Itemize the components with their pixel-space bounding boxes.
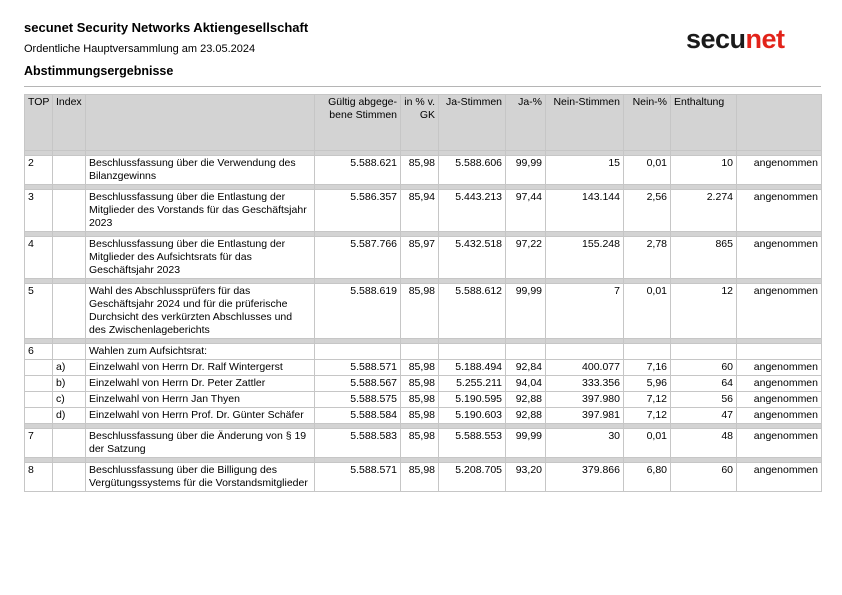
index-cell <box>53 344 86 360</box>
no-votes-cell: 15 <box>546 156 624 185</box>
yes-pct-cell: 93,20 <box>506 463 546 492</box>
col-header-no: Nein-Stimmen <box>546 95 624 151</box>
index-cell: d) <box>53 408 86 424</box>
yes-pct-cell: 99,99 <box>506 284 546 339</box>
no-votes-cell: 397.981 <box>546 408 624 424</box>
top-cell <box>25 408 53 424</box>
topic-cell: Beschlussfassung über die Entlastung der Mitglieder des Aufsichtsrats für das Geschäftsjahr 2023 <box>86 237 315 279</box>
yes-votes-cell: 5.432.518 <box>439 237 506 279</box>
top-cell: 4 <box>25 237 53 279</box>
result-cell <box>737 344 822 360</box>
topic-cell: Wahl des Abschlussprüfers für das Geschäftsjahr 2024 und für die prüferische Durchsicht des verkürzten Abschlusses und des Zwischenlageberichts <box>86 284 315 339</box>
yes-votes-cell: 5.255.211 <box>439 376 506 392</box>
index-cell: b) <box>53 376 86 392</box>
no-pct-cell: 6,80 <box>624 463 671 492</box>
abstention-cell: 865 <box>671 237 737 279</box>
pct-gk-cell: 85,97 <box>401 237 439 279</box>
top-cell: 3 <box>25 190 53 232</box>
top-cell: 2 <box>25 156 53 185</box>
results-table <box>24 94 822 492</box>
yes-votes-cell: 5.188.494 <box>439 360 506 376</box>
abstention-cell: 60 <box>671 463 737 492</box>
topic-cell: Wahlen zum Aufsichtsrat: <box>86 344 315 360</box>
table-row <box>25 344 822 360</box>
table-row <box>25 156 822 185</box>
table-row <box>25 376 822 392</box>
top-cell <box>25 376 53 392</box>
top-cell: 5 <box>25 284 53 339</box>
header-divider <box>24 86 821 87</box>
topic-cell: Beschlussfassung über die Änderung von § 19 der Satzung <box>86 429 315 458</box>
valid-votes-cell: 5.588.583 <box>315 429 401 458</box>
topic-cell: Einzelwahl von Herrn Prof. Dr. Günter Schäfer <box>86 408 315 424</box>
top-cell: 6 <box>25 344 53 360</box>
topic-cell: Beschlussfassung über die Verwendung des Bilanzgewinns <box>86 156 315 185</box>
index-cell <box>53 237 86 279</box>
abstention-cell: 12 <box>671 284 737 339</box>
results-table-body <box>25 151 822 492</box>
pct-gk-cell: 85,98 <box>401 376 439 392</box>
abstention-cell: 48 <box>671 429 737 458</box>
index-cell <box>53 190 86 232</box>
topic-cell: Beschlussfassung über die Entlastung der Mitglieder des Vorstands für das Geschäftsjahr 2023 <box>86 190 315 232</box>
top-cell: 7 <box>25 429 53 458</box>
abstention-cell: 64 <box>671 376 737 392</box>
no-votes-cell: 143.144 <box>546 190 624 232</box>
col-header-yes-pct: Ja-% <box>506 95 546 151</box>
no-pct-cell: 7,16 <box>624 360 671 376</box>
no-pct-cell: 0,01 <box>624 429 671 458</box>
pct-gk-cell: 85,98 <box>401 429 439 458</box>
valid-votes-cell: 5.588.571 <box>315 463 401 492</box>
yes-votes-cell: 5.208.705 <box>439 463 506 492</box>
yes-votes-cell <box>439 344 506 360</box>
col-header-topic <box>86 95 315 151</box>
yes-votes-cell: 5.190.603 <box>439 408 506 424</box>
table-row <box>25 429 822 458</box>
result-cell: angenommen <box>737 463 822 492</box>
pct-gk-cell: 85,98 <box>401 392 439 408</box>
yes-votes-cell: 5.443.213 <box>439 190 506 232</box>
yes-pct-cell: 97,22 <box>506 237 546 279</box>
col-header-abstention: Enthaltung <box>671 95 737 151</box>
yes-pct-cell: 94,04 <box>506 376 546 392</box>
no-votes-cell: 379.866 <box>546 463 624 492</box>
abstention-cell: 60 <box>671 360 737 376</box>
yes-pct-cell: 92,88 <box>506 392 546 408</box>
abstention-cell: 56 <box>671 392 737 408</box>
result-cell: angenommen <box>737 360 822 376</box>
no-votes-cell <box>546 344 624 360</box>
valid-votes-cell: 5.588.571 <box>315 360 401 376</box>
valid-votes-cell: 5.586.357 <box>315 190 401 232</box>
table-row <box>25 190 822 232</box>
col-header-no-pct: Nein-% <box>624 95 671 151</box>
yes-pct-cell: 99,99 <box>506 156 546 185</box>
index-cell: a) <box>53 360 86 376</box>
result-cell: angenommen <box>737 237 822 279</box>
table-row <box>25 237 822 279</box>
table-row <box>25 284 822 339</box>
no-pct-cell: 0,01 <box>624 156 671 185</box>
logo-text-net: net <box>745 24 785 54</box>
no-votes-cell: 397.980 <box>546 392 624 408</box>
valid-votes-cell: 5.587.766 <box>315 237 401 279</box>
pct-gk-cell: 85,98 <box>401 284 439 339</box>
no-pct-cell <box>624 344 671 360</box>
col-header-result <box>737 95 822 151</box>
no-pct-cell: 2,56 <box>624 190 671 232</box>
yes-pct-cell: 97,44 <box>506 190 546 232</box>
table-row <box>25 408 822 424</box>
abstention-cell <box>671 344 737 360</box>
yes-pct-cell <box>506 344 546 360</box>
pct-gk-cell: 85,98 <box>401 360 439 376</box>
no-pct-cell: 0,01 <box>624 284 671 339</box>
index-cell <box>53 156 86 185</box>
result-cell: angenommen <box>737 392 822 408</box>
no-pct-cell: 2,78 <box>624 237 671 279</box>
col-header-valid: Gültig abgege-bene Stimmen <box>315 95 401 151</box>
company-name: secunet Security Networks Aktiengesellschaft <box>24 20 309 35</box>
no-votes-cell: 30 <box>546 429 624 458</box>
abstention-cell: 47 <box>671 408 737 424</box>
result-cell: angenommen <box>737 156 822 185</box>
table-row <box>25 360 822 376</box>
pct-gk-cell <box>401 344 439 360</box>
yes-pct-cell: 99,99 <box>506 429 546 458</box>
yes-pct-cell: 92,84 <box>506 360 546 376</box>
result-cell: angenommen <box>737 429 822 458</box>
no-votes-cell: 333.356 <box>546 376 624 392</box>
topic-cell: Einzelwahl von Herrn Jan Thyen <box>86 392 315 408</box>
result-cell: angenommen <box>737 284 822 339</box>
table-row <box>25 392 822 408</box>
secunet-logo <box>686 26 785 53</box>
valid-votes-cell: 5.588.575 <box>315 392 401 408</box>
yes-votes-cell: 5.588.606 <box>439 156 506 185</box>
top-cell: 8 <box>25 463 53 492</box>
logo-text-secu: secu <box>686 24 746 54</box>
pct-gk-cell: 85,98 <box>401 463 439 492</box>
index-cell <box>53 463 86 492</box>
yes-votes-cell: 5.588.612 <box>439 284 506 339</box>
index-cell <box>53 429 86 458</box>
topic-cell: Einzelwahl von Herrn Dr. Peter Zattler <box>86 376 315 392</box>
top-cell <box>25 392 53 408</box>
document-title: Abstimmungsergebnisse <box>24 64 174 78</box>
pct-gk-cell: 85,98 <box>401 156 439 185</box>
topic-cell: Beschlussfassung über die Billigung des Vergütungssystems für die Vorstandsmitglieder <box>86 463 315 492</box>
no-votes-cell: 400.077 <box>546 360 624 376</box>
abstention-cell: 2.274 <box>671 190 737 232</box>
no-pct-cell: 7,12 <box>624 408 671 424</box>
valid-votes-cell: 5.588.584 <box>315 408 401 424</box>
no-votes-cell: 155.248 <box>546 237 624 279</box>
table-row <box>25 463 822 492</box>
no-votes-cell: 7 <box>546 284 624 339</box>
result-cell: angenommen <box>737 376 822 392</box>
valid-votes-cell: 5.588.621 <box>315 156 401 185</box>
abstention-cell: 10 <box>671 156 737 185</box>
col-header-pct-gk: in % v. GK <box>401 95 439 151</box>
result-cell: angenommen <box>737 190 822 232</box>
index-cell <box>53 284 86 339</box>
valid-votes-cell: 5.588.619 <box>315 284 401 339</box>
no-pct-cell: 5,96 <box>624 376 671 392</box>
col-header-top: TOP <box>25 95 53 151</box>
yes-votes-cell: 5.190.595 <box>439 392 506 408</box>
valid-votes-cell <box>315 344 401 360</box>
top-cell <box>25 360 53 376</box>
yes-pct-cell: 92,88 <box>506 408 546 424</box>
pct-gk-cell: 85,98 <box>401 408 439 424</box>
no-pct-cell: 7,12 <box>624 392 671 408</box>
index-cell: c) <box>53 392 86 408</box>
yes-votes-cell: 5.588.553 <box>439 429 506 458</box>
pct-gk-cell: 85,94 <box>401 190 439 232</box>
valid-votes-cell: 5.588.567 <box>315 376 401 392</box>
meeting-subtitle: Ordentliche Hauptversammlung am 23.05.2024 <box>24 43 256 55</box>
col-header-yes: Ja-Stimmen <box>439 95 506 151</box>
topic-cell: Einzelwahl von Herrn Dr. Ralf Wintergerst <box>86 360 315 376</box>
col-header-index: Index <box>53 95 86 151</box>
result-cell: angenommen <box>737 408 822 424</box>
table-header-row <box>25 95 822 151</box>
